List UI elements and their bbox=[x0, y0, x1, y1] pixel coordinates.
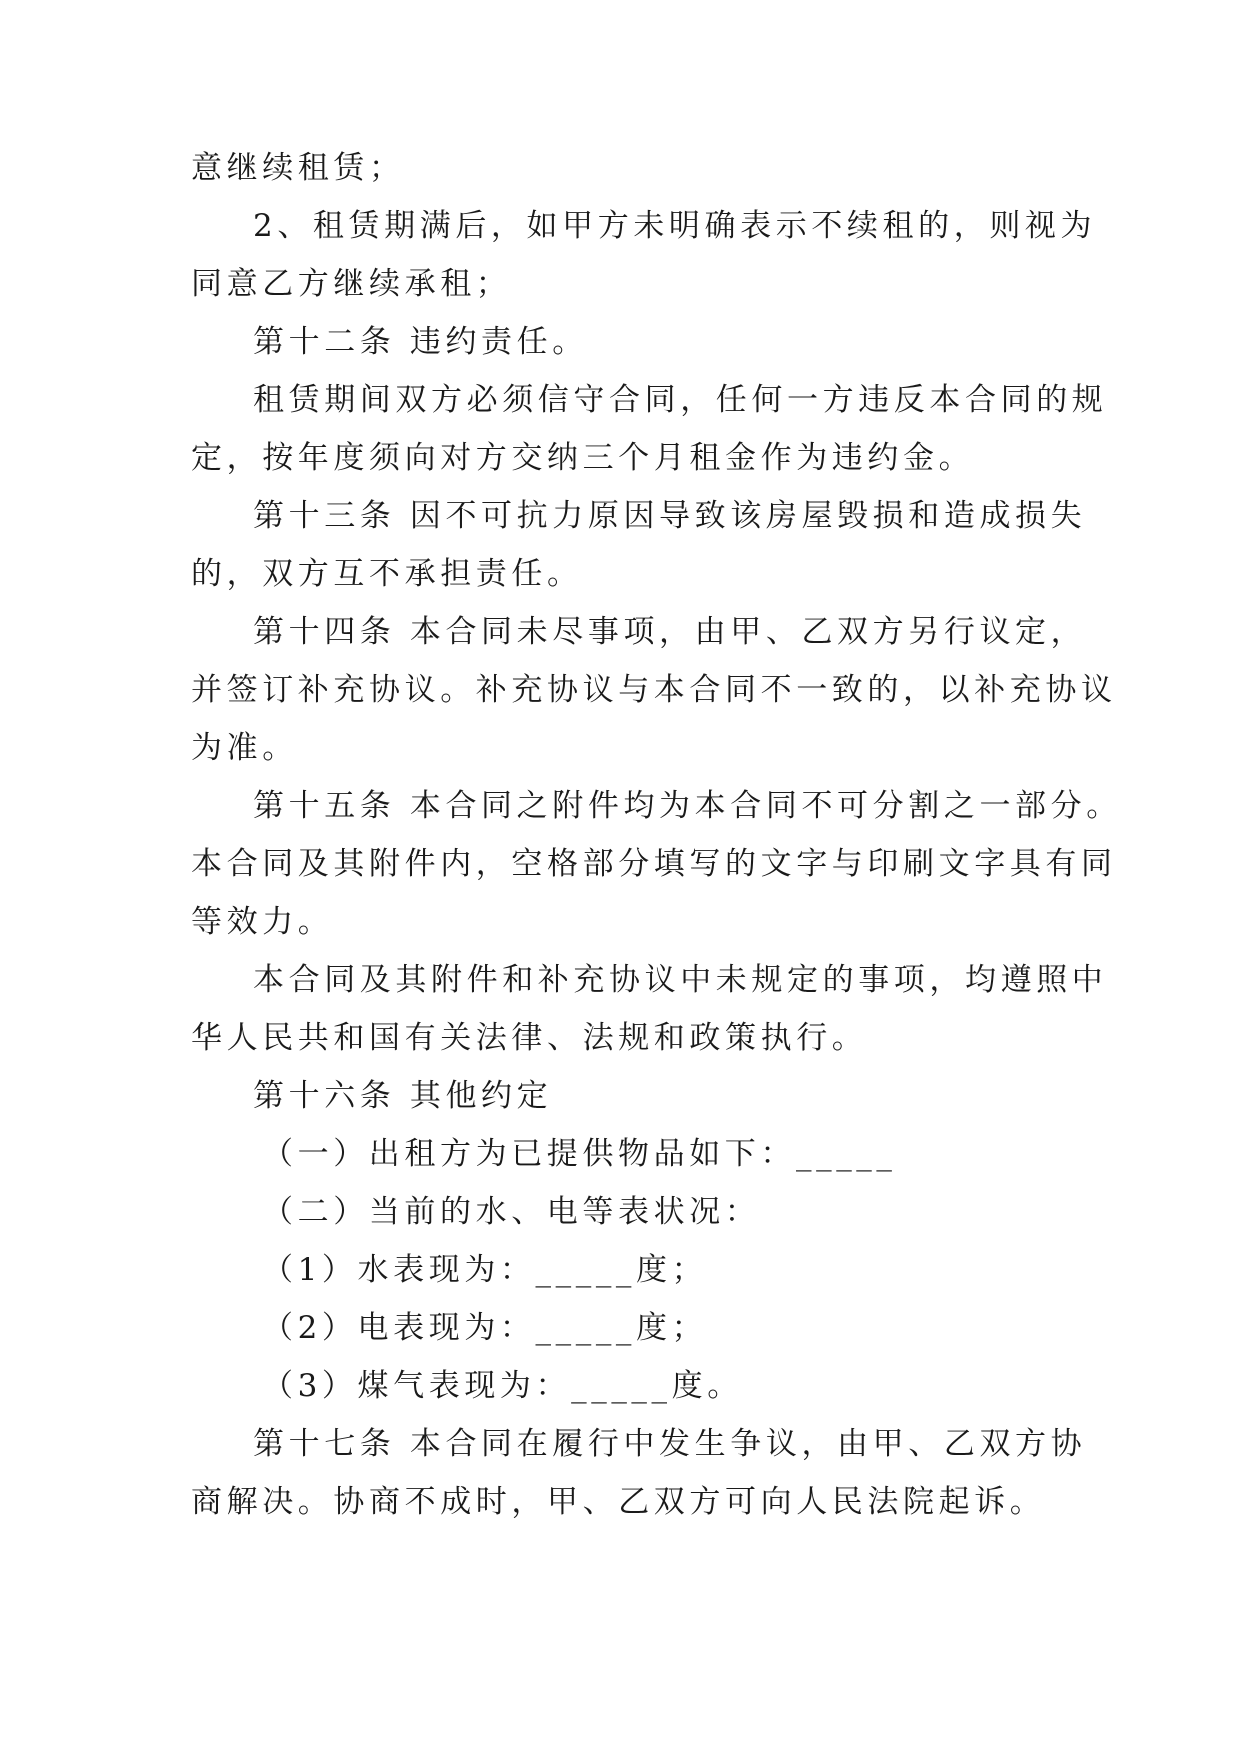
article-heading: 第十六条 其他约定 bbox=[253, 1078, 553, 1114]
text-line: 的，双方互不承担责任。 bbox=[191, 556, 583, 592]
text-line: 华人民共和国有关法律、法规和政策执行。 bbox=[191, 1020, 868, 1056]
text-line: （1）水表现为：_____度； bbox=[262, 1252, 708, 1288]
text-line: （2）电表现为：_____度； bbox=[262, 1310, 708, 1346]
text-line: 第十三条 因不可抗力原因导致该房屋毁损和造成损失 bbox=[253, 498, 1087, 534]
article-heading: 第十二条 违约责任。 bbox=[253, 324, 588, 360]
text-line: 为准。 bbox=[191, 730, 298, 766]
text-line: 等效力。 bbox=[191, 904, 334, 940]
text-line: 定，按年度须向对方交纳三个月租金作为违约金。 bbox=[191, 440, 975, 476]
text-line: 本合同及其附件和补充协议中未规定的事项，均遵照中 bbox=[253, 962, 1108, 998]
text-line: 第十四条 本合同未尽事项，由甲、乙双方另行议定， bbox=[253, 614, 1087, 650]
text-line: 同意乙方继续承租； bbox=[191, 266, 512, 302]
text-line: 商解决。协商不成时，甲、乙双方可向人民法院起诉。 bbox=[191, 1484, 1046, 1520]
text-line: 本合同及其附件内，空格部分填写的文字与印刷文字具有同 bbox=[191, 846, 1117, 882]
text-line: 第十五条 本合同之附件均为本合同不可分割之一部分。 bbox=[253, 788, 1122, 824]
text-line: 并签订补充协议。补充协议与本合同不一致的，以补充协议 bbox=[191, 672, 1117, 708]
text-line: 第十七条 本合同在履行中发生争议，由甲、乙双方协 bbox=[253, 1426, 1087, 1462]
text-line: （3）煤气表现为：_____度。 bbox=[262, 1368, 743, 1404]
text-line: （一）出租方为已提供物品如下：_____ bbox=[262, 1136, 897, 1172]
text-line: 意继续租赁； bbox=[191, 150, 405, 186]
text-line: 2、租赁期满后，如甲方未明确表示不续租的，则视为 bbox=[253, 208, 1097, 244]
text-line: （二）当前的水、电等表状况： bbox=[262, 1194, 761, 1230]
text-line: 租赁期间双方必须信守合同，任何一方违反本合同的规 bbox=[253, 382, 1108, 418]
